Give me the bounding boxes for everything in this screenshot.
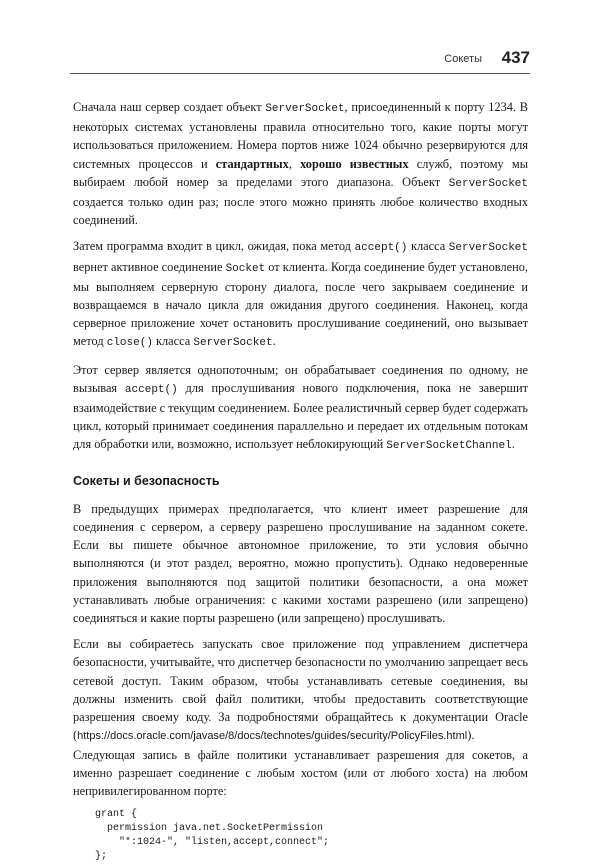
body-text [73,98,528,864]
section-title: Сокеты [444,53,482,65]
page-number: 437 [501,48,530,67]
inline-code: ServerSocketChannel [386,440,512,453]
bold-term: стандартных [215,156,289,171]
paragraph-3: Этот сервер является однопоточным; он обрабатывает соединения по одному, не вызывая accept() для прослушивания нового подключения, пока не завершит взаимодействие с текущим соединением. Более реалистичный сервер будет содержать цикл, который принимает соединения параллельно и передает их отдельным потокам для обработки или, возможно, использует неблокирующий ServerSocketChannel. [73,362,528,453]
inline-code: accept() [354,242,408,255]
paragraph-2: Затем программа входит в цикл, ожидая, пока метод accept() класса ServerSocket вернет активное соединение Socket от клиента. Когда соединение будет установлено, мы выполняем серверную сторону диалога, после чего закрываем соединение и возвращаемся в начало цикла для ожидания другого соединения. Наконец, когда серверное приложение хочет остановить прослушивание соединений, оно вызывает метод close() класса ServerSocket. [73,239,528,350]
inline-code: Socket [225,262,266,275]
paragraph-1: Сначала наш сервер создает объект ServerSocket, присоединенный к порту 1234. В некоторых системах установлены правила относительно того, какие порты могут использоваться приложением. Номера портов ниже 1024 обычно резервируются для системных процессов и стандартных, хорошо известных служб, поэтому мы выбираем любой номер за пределами этого диапазона. Объект ServerSocket создается только один раз; после этого можно принять любое количество входных соединений. [73,100,529,228]
inline-code: ServerSocket [448,242,528,255]
inline-code: close() [106,337,153,350]
code-listing: grant { permission java.net.SocketPermission "*:1024-", "listen,accept,connect"; }; [95,809,330,863]
running-head [70,48,530,70]
header-rule [70,73,530,74]
inline-code: ServerSocket [448,177,528,190]
documentation-url: https://docs.oracle.com/javase/8/docs/technotes/guides/security/PolicyFiles.html [77,730,468,743]
section-heading: Сокеты и безопасность [73,473,220,488]
inline-code: ServerSocket [265,103,345,115]
inline-code: accept() [124,383,178,396]
paragraph-4: В предыдущих примерах предполагается, что клиент имеет разрешение для соединения с сервером, а серверу разрешено прослушивание на заданном сокете. Если вы пишете обычное автономное приложение, то эти условия обычно выполняются (и этот раздел, вероятно, можно пропустить). Однако недоверенные приложения выполняются под защитой политики безопасности, а она может устанавливать любые ограничения: с какими хостами разрешено (или запрещено) соединяться и какие порты разрешено (или запрещено) прослушивать. [73,501,528,626]
paragraph-5: Если вы собираетесь запускать свое приложение под управлением диспетчера безопасности, учитывайте, что диспетчер безопасности по умолчанию запрещает весь сетевой доступ. Таким образом, чтобы устанавливать сетевые соединения, вы должны изменить свой файл политики, чтобы предоставить соответствующие разрешения своему коду. За подробностями обращайтесь к документации Oracle (https://docs.oracle.com/javase/8/docs/technotes/guides/security/PolicyFiles.html). Следующая запись в файле политики устанавливает разрешения для сокетов, а именно разрешает соединение с любым хостом (или от любого хоста) на любом непривилегированном порте: [73,637,529,798]
bold-term: хорошо известных [300,156,409,171]
inline-code: ServerSocket [193,337,273,350]
